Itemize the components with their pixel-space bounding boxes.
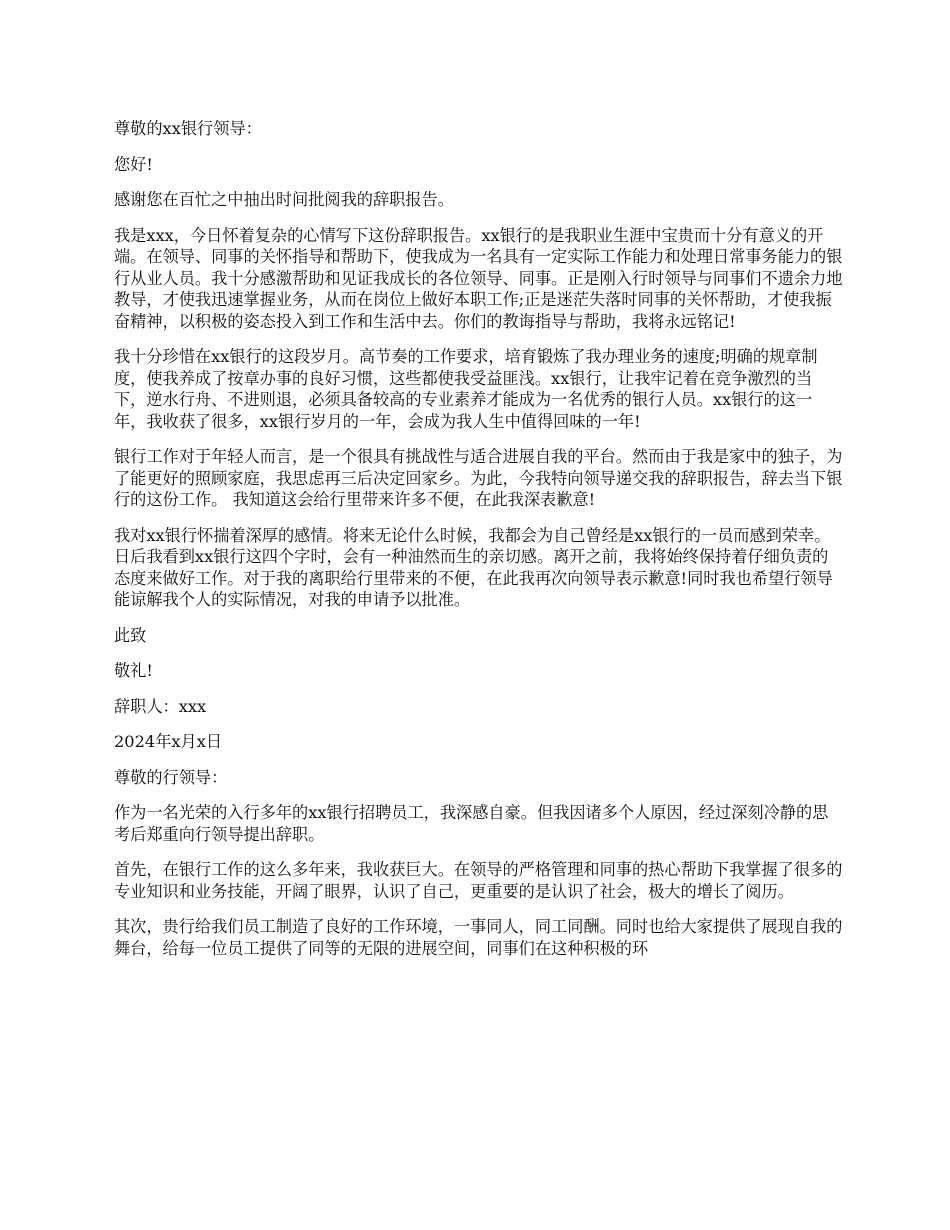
paragraph-intro: 我是xxx，今日怀着复杂的心情写下这份辞职报告。xx银行的是我职业生涯中宝贵而十分有意义的开端。在领导、同事的关怀指导和帮助下，使我成为一名具有一定实际工作能力和处理日常事务能力的银行从业人员。我十分感激帮助和见证我成长的各位领导、同事。正是刚入行时领导与同事们不遗余力地教导，才使我迅速掌握业务，从而在岗位上做好本职工作;正是迷茫失落时同事的关怀帮助，才使我振奋精神，以积极的姿态投入到工作和生活中去。你们的教诲指导与帮助，我将永远铭记! [114, 225, 843, 331]
closing-cizhi: 此致 [114, 625, 147, 645]
paragraph-first: 首先，在银行工作的这么多年来，我收获巨大。在领导的严格管理和同事的热心帮助下我掌握了很多的专业知识和业务技能，开阔了眼界，认识了自己，更重要的是认识了社会，极大的增长了阅历。 [114, 860, 843, 901]
paragraph-thanks: 感谢您在百忙之中抽出时间批阅我的辞职报告。 [114, 190, 454, 209]
salutation-1: 尊敬的xx银行领导： [114, 119, 262, 138]
paragraph-cherish: 我十分珍惜在xx银行的这段岁月。高节奏的工作要求，培育锻炼了我办理业务的速度;明确的规章制度，使我养成了按章办事的良好习惯，这些都使我受益匪浅。xx银行，让我牢记着在竞争激烈的当下，逆水行舟、不进则退，必须具备较高的专业素养才能成为一名优秀的银行人员。xx银行的这一年，我收获了很多，xx银行岁月的一年，会成为我人生中值得回味的一年! [114, 347, 818, 431]
closing-jingli: 敬礼! [114, 661, 153, 680]
paragraph-reason: 银行工作对于年轻人而言，是一个很具有挑战性与适合进展自我的平台。然而由于我是家中的独子，为了能更好的照顾家庭，我思虑再三后决定回家乡。为此，今我特向领导递交我的辞职报告，辞去当下银行的这份工作。 我知道这会给行里带来许多不便，在此我深表歉意! [114, 447, 843, 509]
greeting: 您好! [114, 154, 153, 174]
paragraph-proud: 作为一名光荣的入行多年的xx银行招聘员工，我深感自豪。但我因诸多个人原因，经过深刻冷静的思考后郑重向行领导提出辞职。 [114, 803, 829, 844]
paragraph-feelings: 我对xx银行怀揣着深厚的感情。将来无论什么时候，我都会为自己曾经是xx银行的一员而感到荣幸。日后我看到xx银行这四个字时，会有一种油然而生的亲切感。离开之前，我将始终保持着仔细负责的态度来做好工作。对于我的离职给行里带来的不便，在此我再次向领导表示歉意!同时我也希望行领导能谅解我个人的实际情况，对我的申请予以批准。 [114, 525, 833, 609]
date-line: 2024年x月x日 [114, 732, 223, 751]
salutation-2: 尊敬的行领导： [114, 767, 228, 787]
paragraph-second: 其次，贵行给我们员工制造了良好的工作环境，一事同人，同工同酬。同时也给大家提供了展现自我的舞台，给每一位员工提供了同等的无限的进展空间，同事们在这种积极的环 [114, 917, 843, 958]
document-body [114, 118, 844, 959]
signature-line: 辞职人：xxx [114, 696, 207, 716]
